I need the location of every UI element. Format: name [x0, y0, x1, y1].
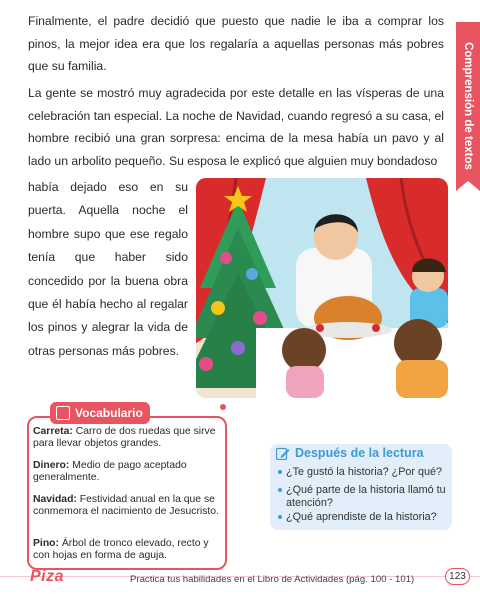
- vocab-entry-carreta: [33, 426, 221, 451]
- pencil-note-icon: [276, 447, 290, 460]
- story-paragraph-3: había dejado eso en su puerta. Aquella noche el hombre supo que ese regalo tenía que haber sido concedido por la buena obra que él había hecho al regalar los pinos y alegrar la vida de otras personas más pobres.: [28, 180, 188, 358]
- page-number: 123: [445, 568, 470, 585]
- after-reading-title: Después de la lectura: [295, 446, 424, 460]
- question-1: ¿Te gustó la historia? ¿Por qué?: [286, 466, 446, 479]
- question-2: ¿Qué parte de la historia llamó tu atención?: [286, 484, 446, 509]
- vocab-definition: Árbol de tronco elevado, recto y con hojas en forma de aguja.: [33, 538, 209, 562]
- vocabulary-dot: [220, 404, 226, 410]
- christmas-dinner-illustration: [196, 178, 448, 398]
- girl-figure: [282, 328, 326, 398]
- vocab-definition: Medio de pago aceptado generalmente.: [33, 460, 187, 484]
- story-paragraph-1: Finalmente, el padre decidió que puesto que nadie le iba a comprar los pinos, la mejor idea era que los regalaría a aquellas personas más pobres que su familia.: [28, 14, 444, 73]
- vocab-term: Navidad:: [33, 494, 77, 505]
- vocab-entry-pino: [33, 538, 221, 563]
- vocab-entry-dinero: [33, 460, 221, 485]
- section-tab: [456, 22, 480, 190]
- vocab-entry-navidad: [33, 494, 221, 519]
- book-icon: [56, 406, 70, 420]
- footer-note: Practica tus habilidades en el Libro de Actividades (pág. 100 - 101): [130, 574, 415, 585]
- story-paragraph-2: La gente se mostró muy agradecida por este detalle en las vísperas de una celebración tan especial. La noche de Navidad, cuando regresó a su casa, el hombre recibió una gran sorpresa: encima de la mesa había un pavo y al lado un arbolito pequeño. Su esposa le explicó que alguien muy bondadoso: [28, 86, 444, 168]
- vocabulary-header: [50, 402, 150, 424]
- after-reading-header: [276, 446, 424, 460]
- vocab-term: Carreta:: [33, 426, 73, 437]
- vocab-term: Dinero:: [33, 460, 70, 471]
- vocab-definition: Carro de dos ruedas que sirve para llevar objetos grandes.: [33, 426, 216, 450]
- boy-figure: [410, 259, 448, 329]
- vocabulary-title: Vocabulario: [75, 406, 143, 420]
- section-tab-label: Comprensión de textos: [462, 42, 474, 170]
- question-3: ¿Qué aprendiste de la historia?: [286, 511, 446, 524]
- brand-logo: Piza: [30, 568, 65, 585]
- vocab-term: Pino:: [33, 538, 59, 549]
- vocab-definition: Festividad anual en la que se conmemora el nacimiento de Jesucristo.: [33, 494, 219, 518]
